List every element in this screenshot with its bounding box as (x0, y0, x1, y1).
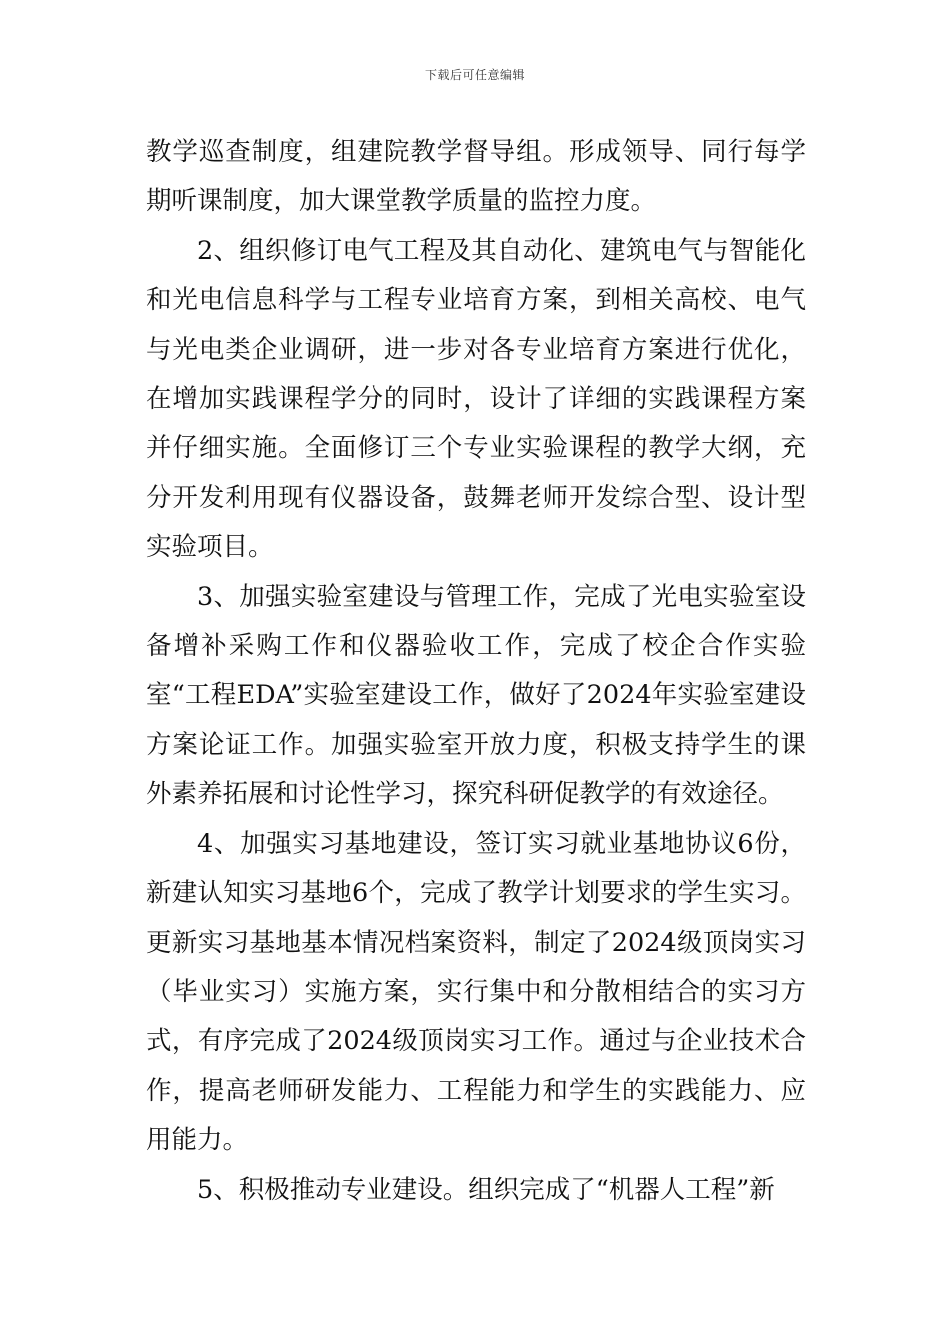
paragraph-5: 5、积极推动专业建设。组织完成了“机器人工程”新 (197, 1174, 775, 1205)
paragraph-3: 3、加强实验室建设与管理工作，完成了光电实验室设备增补采购工作和仪器验收工作，完成了校企合作实验室“工程EDA”实验室建设工作，做好了2024年实验室建设方案论证工作。加强实验室开放力度，积极支持学生的课外素养拓展和讨论性学习，探究科研促教学的有效途径。 (146, 581, 806, 810)
document-body (146, 128, 806, 1215)
paragraph-2: 2、组织修订电气工程及其自动化、建筑电气与智能化和光电信息科学与工程专业培育方案，到相关高校、电气与光电类企业调研，进一步对各专业培育方案进行优化，在增加实践课程学分的同时，设计了详细的实践课程方案并仔细实施。全面修订三个专业实验课程的教学大纲，充分开发利用现有仪器设备，鼓舞老师开发综合型、设计型实验项目。 (146, 235, 806, 563)
paragraph-1: 教学巡查制度，组建院教学督导组。形成领导、同行每学期听课制度，加大课堂教学质量的监控力度。 (146, 137, 806, 217)
paragraph-4: 4、加强实习基地建设，签订实习就业基地协议6份，新建认知实习基地6个，完成了教学计划要求的学生实习。更新实习基地基本情况档案资料，制定了2024级顶岗实习（毕业实习）实施方案，实行集中和分散相结合的实习方式，有序完成了2024级顶岗实习工作。通过与企业技术合作，提高老师研发能力、工程能力和学生的实践能力、应用能力。 (146, 828, 806, 1156)
page-header: 下载后可任意编辑 (424, 68, 525, 82)
